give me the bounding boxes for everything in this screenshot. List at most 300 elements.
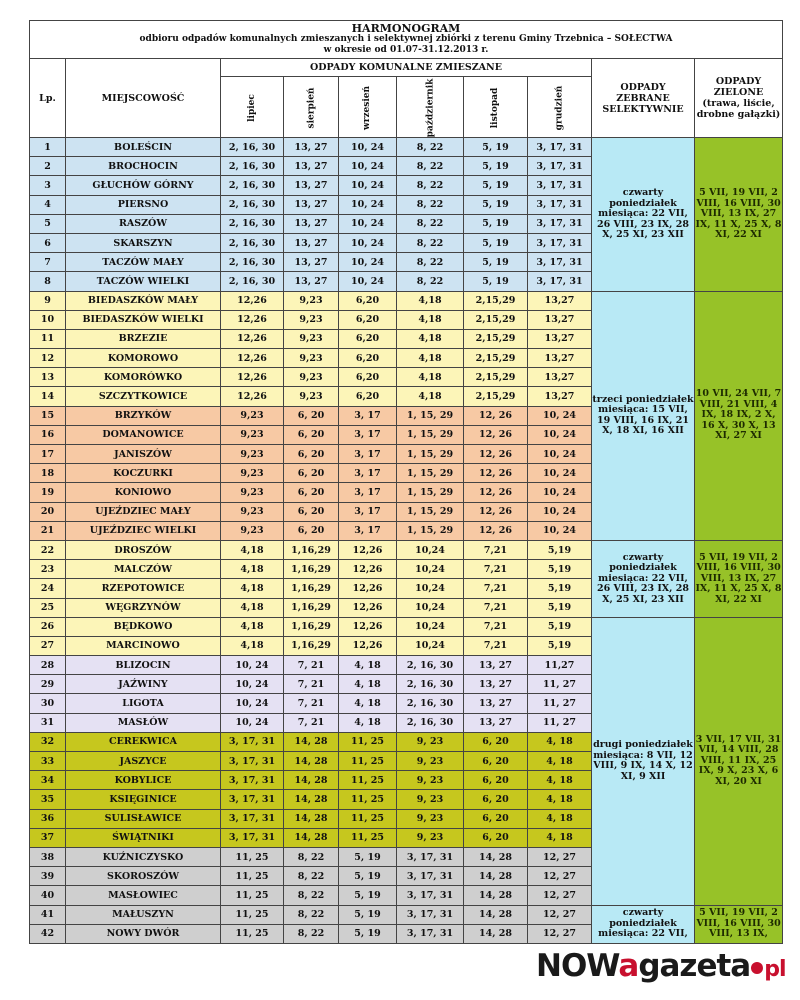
pickup-dates: 13,27 bbox=[528, 291, 592, 310]
pickup-dates: 3, 17, 31 bbox=[221, 732, 284, 751]
row-number: 4 bbox=[30, 195, 66, 214]
pickup-dates: 3, 17, 31 bbox=[397, 924, 464, 943]
pickup-dates: 2, 16, 30 bbox=[397, 694, 464, 713]
pickup-dates: 7,21 bbox=[464, 560, 528, 579]
pickup-dates: 3, 17, 31 bbox=[528, 157, 592, 176]
village-name: DROSZÓW bbox=[66, 540, 221, 559]
pickup-dates: 4,18 bbox=[221, 560, 284, 579]
pickup-dates: 3, 17 bbox=[339, 406, 397, 425]
pickup-dates: 5,19 bbox=[528, 598, 592, 617]
village-name: KUŹNICZYSKO bbox=[66, 847, 221, 866]
pickup-dates: 11, 25 bbox=[221, 886, 284, 905]
pickup-dates: 11, 25 bbox=[339, 732, 397, 751]
pickup-dates: 1,16,29 bbox=[284, 560, 339, 579]
row-number: 37 bbox=[30, 828, 66, 847]
pickup-dates: 3, 17, 31 bbox=[397, 847, 464, 866]
row-number: 38 bbox=[30, 847, 66, 866]
pickup-dates: 5, 19 bbox=[464, 272, 528, 291]
pickup-dates: 8, 22 bbox=[397, 138, 464, 157]
pickup-dates: 4,18 bbox=[397, 310, 464, 329]
village-name: BRZEZIE bbox=[66, 329, 221, 348]
pickup-dates: 11, 27 bbox=[528, 713, 592, 732]
pickup-dates: 6, 20 bbox=[464, 809, 528, 828]
pickup-dates: 13, 27 bbox=[284, 253, 339, 272]
selective-pickup-schedule: czwarty poniedziałek miesiąca: 22 VII, 26 VIII, 23 IX, 28 X, 25 XI, 23 XII bbox=[592, 138, 695, 292]
pickup-dates: 11, 25 bbox=[221, 924, 284, 943]
village-name: KOMORÓWKO bbox=[66, 368, 221, 387]
pickup-dates: 10,24 bbox=[397, 540, 464, 559]
pickup-dates: 1,16,29 bbox=[284, 540, 339, 559]
pickup-dates: 14, 28 bbox=[464, 847, 528, 866]
pickup-dates: 1,16,29 bbox=[284, 636, 339, 655]
pickup-dates: 11, 25 bbox=[221, 905, 284, 924]
pickup-dates: 10, 24 bbox=[528, 483, 592, 502]
pickup-dates: 9, 23 bbox=[397, 771, 464, 790]
pickup-dates: 4,18 bbox=[397, 349, 464, 368]
pickup-dates: 13, 27 bbox=[464, 713, 528, 732]
pickup-dates: 12,26 bbox=[221, 310, 284, 329]
pickup-dates: 9, 23 bbox=[397, 732, 464, 751]
village-name: JANISZÓW bbox=[66, 445, 221, 464]
village-name: BĘDKOWO bbox=[66, 617, 221, 636]
pickup-dates: 5,19 bbox=[528, 560, 592, 579]
village-name: DOMANOWICE bbox=[66, 425, 221, 444]
pickup-dates: 4,18 bbox=[397, 387, 464, 406]
pickup-dates: 6, 20 bbox=[284, 445, 339, 464]
pickup-dates: 3, 17, 31 bbox=[221, 809, 284, 828]
pickup-dates: 12,26 bbox=[221, 387, 284, 406]
village-name: RASZÓW bbox=[66, 214, 221, 233]
header-month bbox=[221, 77, 284, 138]
pickup-dates: 8, 22 bbox=[284, 905, 339, 924]
pickup-dates: 11, 25 bbox=[339, 828, 397, 847]
row-number: 13 bbox=[30, 368, 66, 387]
pickup-dates: 8, 22 bbox=[284, 867, 339, 886]
pickup-dates: 3, 17 bbox=[339, 483, 397, 502]
pickup-dates: 4,18 bbox=[221, 636, 284, 655]
village-name: WĘGRZYNÓW bbox=[66, 598, 221, 617]
pickup-dates: 2,15,29 bbox=[464, 329, 528, 348]
pickup-dates: 6, 20 bbox=[284, 406, 339, 425]
village-name: BOLEŚCIN bbox=[66, 138, 221, 157]
pickup-dates: 8, 22 bbox=[397, 176, 464, 195]
village-name: BIEDASZKÓW MAŁY bbox=[66, 291, 221, 310]
pickup-dates: 6,20 bbox=[339, 329, 397, 348]
header-selective: ODPADY ZEBRANE SELEKTYWNIE bbox=[592, 59, 695, 138]
pickup-dates: 2, 16, 30 bbox=[397, 656, 464, 675]
pickup-dates: 3, 17 bbox=[339, 502, 397, 521]
pickup-dates: 6,20 bbox=[339, 310, 397, 329]
pickup-dates: 5,19 bbox=[528, 579, 592, 598]
pickup-dates: 4,18 bbox=[397, 368, 464, 387]
village-name: MASŁOWIEC bbox=[66, 886, 221, 905]
pickup-dates: 8, 22 bbox=[397, 253, 464, 272]
row-number: 18 bbox=[30, 464, 66, 483]
row-number: 30 bbox=[30, 694, 66, 713]
pickup-dates: 12,26 bbox=[339, 617, 397, 636]
pickup-dates: 13, 27 bbox=[464, 694, 528, 713]
pickup-dates: 3, 17, 31 bbox=[528, 176, 592, 195]
pickup-dates: 10, 24 bbox=[339, 176, 397, 195]
pickup-dates: 5, 19 bbox=[339, 847, 397, 866]
pickup-dates: 10, 24 bbox=[221, 656, 284, 675]
pickup-dates: 1, 15, 29 bbox=[397, 521, 464, 540]
village-name: MALCZÓW bbox=[66, 560, 221, 579]
pickup-dates: 10, 24 bbox=[339, 157, 397, 176]
pickup-dates: 12, 27 bbox=[528, 905, 592, 924]
selective-pickup-schedule: czwarty poniedziałek miesiąca: 22 VII, 26 VIII, 23 IX, 28 X, 25 XI, 23 XII bbox=[592, 540, 695, 617]
row-number: 12 bbox=[30, 349, 66, 368]
pickup-dates: 10, 24 bbox=[528, 406, 592, 425]
header-green: ODPADY ZIELONE (trawa, liście, drobne gałązki) bbox=[695, 59, 783, 138]
title-subtitle: odbioru odpadów komunalnych zmieszanych i selektywnej zbiórki z terenu Gminy Trzebnica – SOŁECTWA bbox=[139, 34, 673, 44]
pickup-dates: 13, 27 bbox=[464, 675, 528, 694]
pickup-dates: 11,27 bbox=[528, 656, 592, 675]
pickup-dates: 1,16,29 bbox=[284, 617, 339, 636]
pickup-dates: 13, 27 bbox=[284, 272, 339, 291]
pickup-dates: 7, 21 bbox=[284, 694, 339, 713]
row-number: 20 bbox=[30, 502, 66, 521]
pickup-dates: 3, 17, 31 bbox=[528, 233, 592, 252]
row-number: 36 bbox=[30, 809, 66, 828]
pickup-dates: 13,27 bbox=[528, 387, 592, 406]
pickup-dates: 3, 17, 31 bbox=[528, 272, 592, 291]
village-name: TACZÓW MAŁY bbox=[66, 253, 221, 272]
village-name: RZEPOTOWICE bbox=[66, 579, 221, 598]
pickup-dates: 13, 27 bbox=[284, 233, 339, 252]
pickup-dates: 12, 26 bbox=[464, 483, 528, 502]
pickup-dates: 13, 27 bbox=[464, 656, 528, 675]
village-name: MARCINOWO bbox=[66, 636, 221, 655]
pickup-dates: 10, 24 bbox=[528, 502, 592, 521]
row-number: 19 bbox=[30, 483, 66, 502]
pickup-dates: 9, 23 bbox=[397, 828, 464, 847]
logo-part-gazeta: gazeta bbox=[638, 948, 751, 984]
pickup-dates: 3, 17, 31 bbox=[221, 771, 284, 790]
logo-part-now: NOW bbox=[536, 948, 619, 984]
pickup-dates: 13, 27 bbox=[284, 176, 339, 195]
pickup-dates: 5, 19 bbox=[339, 905, 397, 924]
row-number: 5 bbox=[30, 214, 66, 233]
pickup-dates: 2, 16, 30 bbox=[397, 713, 464, 732]
village-name: MAŁUSZYN bbox=[66, 905, 221, 924]
village-name: LIGOTA bbox=[66, 694, 221, 713]
header-lp: Lp. bbox=[30, 59, 66, 138]
row-number: 33 bbox=[30, 752, 66, 771]
pickup-dates: 7, 21 bbox=[284, 656, 339, 675]
pickup-dates: 3, 17 bbox=[339, 425, 397, 444]
pickup-dates: 5,19 bbox=[528, 636, 592, 655]
village-name: SZCZYTKOWICE bbox=[66, 387, 221, 406]
selective-pickup-schedule: drugi poniedziałek miesiąca: 8 VII, 12 VIII, 9 IX, 14 X, 12 XI, 9 XII bbox=[592, 617, 695, 905]
pickup-dates: 5, 19 bbox=[464, 176, 528, 195]
pickup-dates: 3, 17, 31 bbox=[528, 214, 592, 233]
pickup-dates: 2, 16, 30 bbox=[221, 138, 284, 157]
pickup-dates: 11, 25 bbox=[221, 847, 284, 866]
pickup-dates: 3, 17, 31 bbox=[528, 138, 592, 157]
pickup-dates: 12, 27 bbox=[528, 886, 592, 905]
pickup-dates: 4,18 bbox=[221, 579, 284, 598]
pickup-dates: 10, 24 bbox=[221, 675, 284, 694]
village-name: TACZÓW WIELKI bbox=[66, 272, 221, 291]
header-mixed-waste: ODPADY KOMUNALNE ZMIESZANE bbox=[221, 59, 592, 77]
pickup-dates: 14, 28 bbox=[284, 752, 339, 771]
village-name: KSIĘGINICE bbox=[66, 790, 221, 809]
pickup-dates: 5, 19 bbox=[464, 138, 528, 157]
pickup-dates: 13, 27 bbox=[284, 195, 339, 214]
pickup-dates: 1, 15, 29 bbox=[397, 483, 464, 502]
pickup-dates: 4,18 bbox=[221, 617, 284, 636]
pickup-dates: 3, 17, 31 bbox=[397, 886, 464, 905]
pickup-dates: 9,23 bbox=[284, 349, 339, 368]
pickup-dates: 4, 18 bbox=[528, 771, 592, 790]
pickup-dates: 8, 22 bbox=[397, 157, 464, 176]
pickup-dates: 12,26 bbox=[339, 598, 397, 617]
watermark-logo bbox=[536, 946, 786, 986]
pickup-dates: 9,23 bbox=[221, 502, 284, 521]
row-number: 17 bbox=[30, 445, 66, 464]
row-number: 6 bbox=[30, 233, 66, 252]
pickup-dates: 3, 17, 31 bbox=[397, 867, 464, 886]
header-month-label: sierpień bbox=[306, 87, 316, 128]
row-number: 7 bbox=[30, 253, 66, 272]
village-name: BLIZOCIN bbox=[66, 656, 221, 675]
pickup-dates: 5, 19 bbox=[339, 924, 397, 943]
pickup-dates: 12,26 bbox=[339, 560, 397, 579]
pickup-dates: 14, 28 bbox=[464, 886, 528, 905]
pickup-dates: 6,20 bbox=[339, 368, 397, 387]
pickup-dates: 11, 25 bbox=[221, 867, 284, 886]
pickup-dates: 4, 18 bbox=[339, 675, 397, 694]
pickup-dates: 5, 19 bbox=[464, 214, 528, 233]
pickup-dates: 9,23 bbox=[221, 464, 284, 483]
table-row bbox=[30, 905, 783, 924]
table-row bbox=[30, 617, 783, 636]
pickup-dates: 1, 15, 29 bbox=[397, 445, 464, 464]
pickup-dates: 6, 20 bbox=[464, 752, 528, 771]
pickup-dates: 7, 21 bbox=[284, 713, 339, 732]
pickup-dates: 5,19 bbox=[528, 540, 592, 559]
pickup-dates: 14, 28 bbox=[284, 809, 339, 828]
row-number: 29 bbox=[30, 675, 66, 694]
pickup-dates: 6,20 bbox=[339, 349, 397, 368]
pickup-dates: 5, 19 bbox=[464, 157, 528, 176]
pickup-dates: 2, 16, 30 bbox=[221, 272, 284, 291]
pickup-dates: 9, 23 bbox=[397, 809, 464, 828]
village-name: JAŹWINY bbox=[66, 675, 221, 694]
pickup-dates: 10, 24 bbox=[339, 195, 397, 214]
pickup-dates: 14, 28 bbox=[284, 732, 339, 751]
header-month-label: grudzień bbox=[554, 85, 565, 130]
pickup-dates: 13, 27 bbox=[284, 214, 339, 233]
pickup-dates: 13,27 bbox=[528, 349, 592, 368]
pickup-dates: 2, 16, 30 bbox=[221, 157, 284, 176]
pickup-dates: 12,26 bbox=[221, 291, 284, 310]
pickup-dates: 2, 16, 30 bbox=[221, 195, 284, 214]
pickup-dates: 12,26 bbox=[221, 368, 284, 387]
pickup-dates: 3, 17, 31 bbox=[528, 195, 592, 214]
pickup-dates: 8, 22 bbox=[397, 272, 464, 291]
pickup-dates: 10,24 bbox=[397, 636, 464, 655]
pickup-dates: 3, 17 bbox=[339, 445, 397, 464]
header-place: MIEJSCOWOŚĆ bbox=[66, 59, 221, 138]
pickup-dates: 12, 27 bbox=[528, 867, 592, 886]
pickup-dates: 7,21 bbox=[464, 598, 528, 617]
pickup-dates: 6, 20 bbox=[464, 790, 528, 809]
pickup-dates: 4,18 bbox=[221, 598, 284, 617]
schedule-table bbox=[29, 20, 783, 944]
pickup-dates: 5,19 bbox=[528, 617, 592, 636]
pickup-dates: 7, 21 bbox=[284, 675, 339, 694]
village-name: UJEŹDZIEC MAŁY bbox=[66, 502, 221, 521]
green-waste-schedule: 5 VII, 19 VII, 2 VIII, 16 VIII, 30 VIII, 13 IX, bbox=[695, 905, 783, 943]
header-month-label: listopad bbox=[490, 87, 501, 128]
row-number: 40 bbox=[30, 886, 66, 905]
pickup-dates: 3, 17, 31 bbox=[528, 253, 592, 272]
pickup-dates: 9,23 bbox=[284, 368, 339, 387]
village-name: NOWY DWÓR bbox=[66, 924, 221, 943]
pickup-dates: 4, 18 bbox=[339, 713, 397, 732]
pickup-dates: 2, 16, 30 bbox=[221, 176, 284, 195]
pickup-dates: 10, 24 bbox=[528, 445, 592, 464]
pickup-dates: 7,21 bbox=[464, 540, 528, 559]
pickup-dates: 9,23 bbox=[221, 445, 284, 464]
village-name: SKOROSZÓW bbox=[66, 867, 221, 886]
green-waste-schedule: 5 VII, 19 VII, 2 VIII, 16 VIII, 30 VIII, 13 IX, 27 IX, 11 X, 25 X, 8 XI, 22 XI bbox=[695, 138, 783, 292]
logo-part-a: a bbox=[618, 948, 639, 984]
pickup-dates: 6, 20 bbox=[284, 502, 339, 521]
pickup-dates: 7,21 bbox=[464, 617, 528, 636]
pickup-dates: 4,18 bbox=[221, 540, 284, 559]
pickup-dates: 1,16,29 bbox=[284, 579, 339, 598]
pickup-dates: 12, 26 bbox=[464, 521, 528, 540]
row-number: 25 bbox=[30, 598, 66, 617]
pickup-dates: 3, 17, 31 bbox=[221, 828, 284, 847]
pickup-dates: 12,26 bbox=[339, 636, 397, 655]
pickup-dates: 4,18 bbox=[397, 329, 464, 348]
header-month bbox=[284, 77, 339, 138]
pickup-dates: 6, 20 bbox=[464, 732, 528, 751]
green-waste-schedule: 5 VII, 19 VII, 2 VIII, 16 VIII, 30 VIII, 13 IX, 27 IX, 11 X, 25 X, 8 XI, 22 XI bbox=[695, 540, 783, 617]
village-name: BRZYKÓW bbox=[66, 406, 221, 425]
pickup-dates: 10, 24 bbox=[339, 253, 397, 272]
pickup-dates: 14, 28 bbox=[464, 905, 528, 924]
pickup-dates: 8, 22 bbox=[284, 847, 339, 866]
village-name: KOBYLICE bbox=[66, 771, 221, 790]
pickup-dates: 2,15,29 bbox=[464, 310, 528, 329]
table-row bbox=[30, 540, 783, 559]
row-number: 31 bbox=[30, 713, 66, 732]
row-number: 2 bbox=[30, 157, 66, 176]
title-main: HARMONOGRAM bbox=[351, 22, 461, 35]
logo-part-pl: pl bbox=[764, 957, 786, 982]
pickup-dates: 5, 19 bbox=[464, 253, 528, 272]
green-waste-schedule: 10 VII, 24 VII, 7 VIII, 21 VIII, 4 IX, 18 IX, 2 X, 16 X, 30 X, 13 XI, 27 XI bbox=[695, 291, 783, 540]
pickup-dates: 10,24 bbox=[397, 598, 464, 617]
pickup-dates: 2,15,29 bbox=[464, 349, 528, 368]
row-number: 10 bbox=[30, 310, 66, 329]
row-number: 34 bbox=[30, 771, 66, 790]
pickup-dates: 4, 18 bbox=[528, 828, 592, 847]
row-number: 41 bbox=[30, 905, 66, 924]
pickup-dates: 1, 15, 29 bbox=[397, 502, 464, 521]
pickup-dates: 3, 17, 31 bbox=[397, 905, 464, 924]
pickup-dates: 6,20 bbox=[339, 291, 397, 310]
pickup-dates: 6, 20 bbox=[284, 464, 339, 483]
pickup-dates: 13,27 bbox=[528, 368, 592, 387]
pickup-dates: 9,23 bbox=[284, 329, 339, 348]
table-row bbox=[30, 138, 783, 157]
header-month bbox=[464, 77, 528, 138]
row-number: 27 bbox=[30, 636, 66, 655]
pickup-dates: 2, 16, 30 bbox=[397, 675, 464, 694]
village-name: MASŁÓW bbox=[66, 713, 221, 732]
pickup-dates: 2, 16, 30 bbox=[221, 233, 284, 252]
pickup-dates: 4, 18 bbox=[528, 790, 592, 809]
pickup-dates: 1, 15, 29 bbox=[397, 425, 464, 444]
header-month bbox=[339, 77, 397, 138]
pickup-dates: 11, 25 bbox=[339, 790, 397, 809]
pickup-dates: 5, 19 bbox=[464, 233, 528, 252]
pickup-dates: 14, 28 bbox=[284, 771, 339, 790]
pickup-dates: 1, 15, 29 bbox=[397, 406, 464, 425]
pickup-dates: 7,21 bbox=[464, 579, 528, 598]
row-number: 39 bbox=[30, 867, 66, 886]
village-name: UJEŹDZIEC WIELKI bbox=[66, 521, 221, 540]
row-number: 3 bbox=[30, 176, 66, 195]
row-number: 32 bbox=[30, 732, 66, 751]
pickup-dates: 10, 24 bbox=[528, 464, 592, 483]
pickup-dates: 12, 26 bbox=[464, 425, 528, 444]
pickup-dates: 4, 18 bbox=[528, 809, 592, 828]
row-number: 9 bbox=[30, 291, 66, 310]
pickup-dates: 12, 27 bbox=[528, 924, 592, 943]
village-name: BIEDASZKÓW WIELKI bbox=[66, 310, 221, 329]
row-number: 23 bbox=[30, 560, 66, 579]
pickup-dates: 10, 24 bbox=[528, 521, 592, 540]
row-number: 26 bbox=[30, 617, 66, 636]
row-number: 24 bbox=[30, 579, 66, 598]
pickup-dates: 10, 24 bbox=[221, 694, 284, 713]
pickup-dates: 12,26 bbox=[339, 540, 397, 559]
village-name: KOCZURKI bbox=[66, 464, 221, 483]
pickup-dates: 3, 17 bbox=[339, 521, 397, 540]
pickup-dates: 12, 26 bbox=[464, 445, 528, 464]
pickup-dates: 6, 20 bbox=[284, 425, 339, 444]
pickup-dates: 14, 28 bbox=[464, 924, 528, 943]
pickup-dates: 13, 27 bbox=[284, 157, 339, 176]
row-number: 42 bbox=[30, 924, 66, 943]
pickup-dates: 1,16,29 bbox=[284, 598, 339, 617]
pickup-dates: 1, 15, 29 bbox=[397, 464, 464, 483]
pickup-dates: 4, 18 bbox=[528, 752, 592, 771]
row-number: 15 bbox=[30, 406, 66, 425]
row-number: 11 bbox=[30, 329, 66, 348]
pickup-dates: 8, 22 bbox=[284, 886, 339, 905]
pickup-dates: 11, 27 bbox=[528, 675, 592, 694]
village-name: GŁUCHÓW GÓRNY bbox=[66, 176, 221, 195]
pickup-dates: 12, 26 bbox=[464, 464, 528, 483]
pickup-dates: 9, 23 bbox=[397, 790, 464, 809]
title-period: w okresie od 01.07-31.12.2013 r. bbox=[323, 45, 489, 55]
pickup-dates: 9,23 bbox=[221, 521, 284, 540]
pickup-dates: 12,26 bbox=[221, 329, 284, 348]
pickup-dates: 5, 19 bbox=[464, 195, 528, 214]
pickup-dates: 2, 16, 30 bbox=[221, 253, 284, 272]
pickup-dates: 11, 25 bbox=[339, 809, 397, 828]
logo-dot-icon bbox=[751, 962, 763, 974]
pickup-dates: 10, 24 bbox=[339, 214, 397, 233]
